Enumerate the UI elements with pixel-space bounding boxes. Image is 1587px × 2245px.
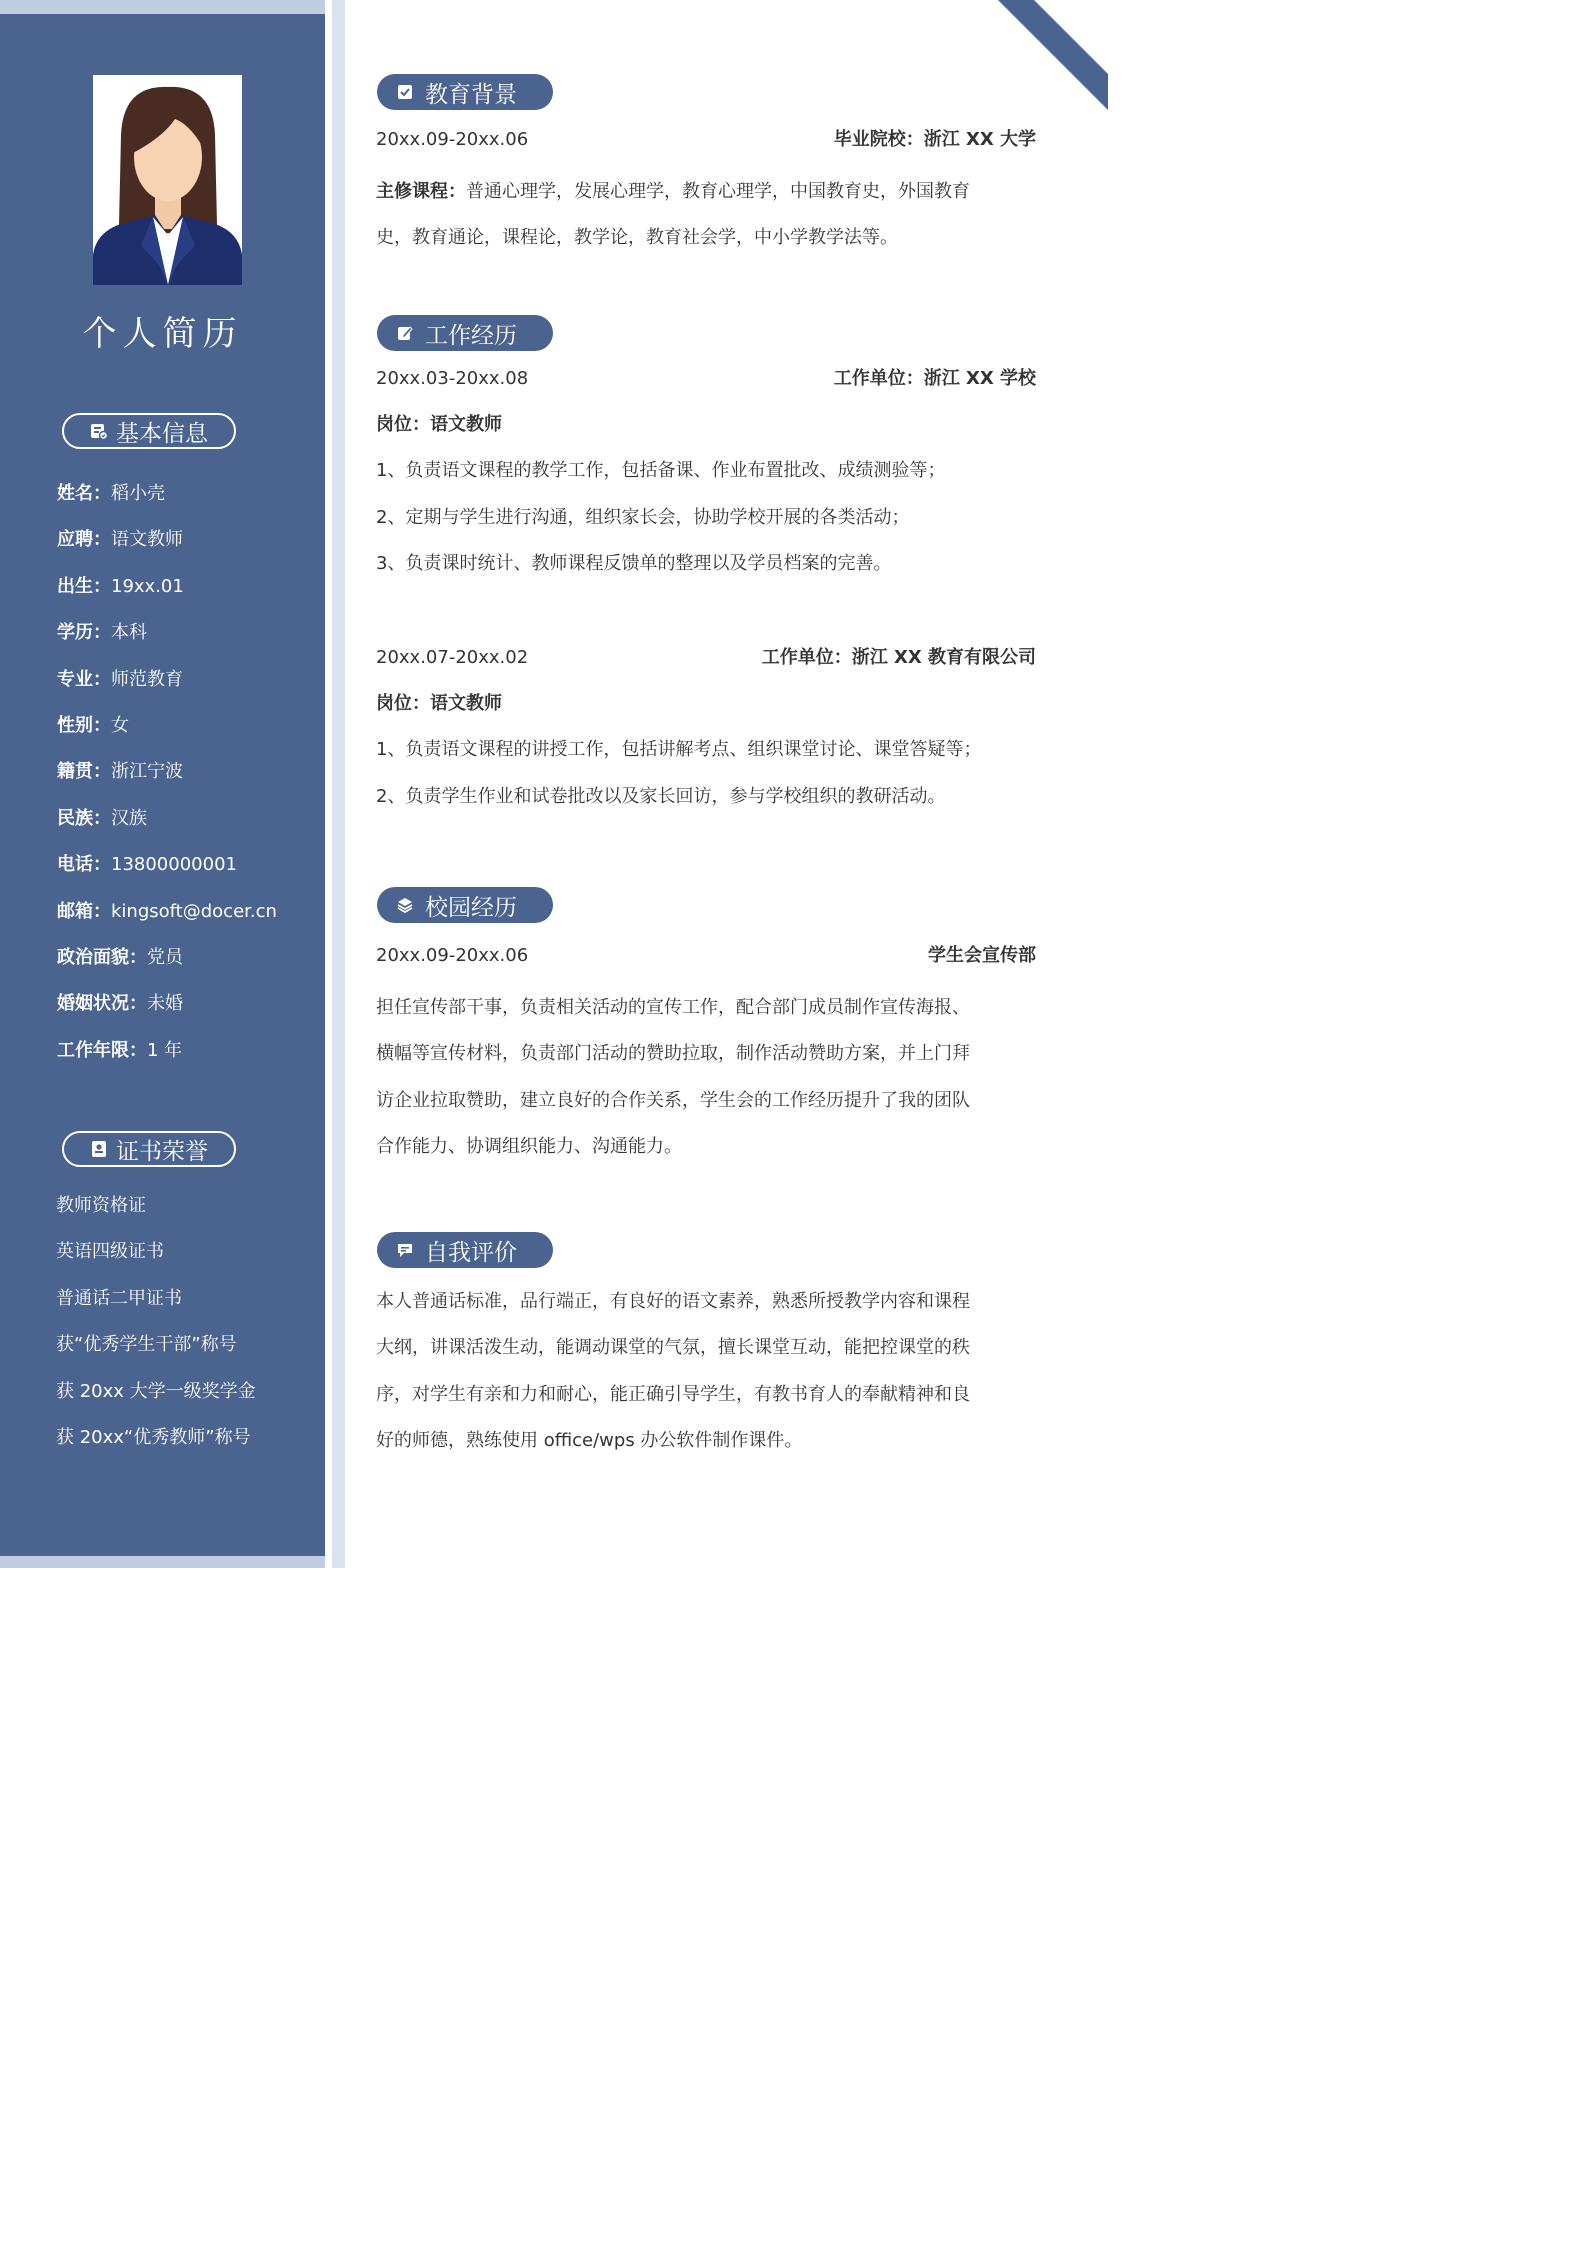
sidebar-bottom-strip <box>0 1556 325 1568</box>
certificate-item: 英语四级证书 <box>56 1241 164 1263</box>
info-item-major: 专业：师范教育 <box>57 668 183 690</box>
job-row <box>376 364 1036 394</box>
info-item-name: 姓名：稻小壳 <box>57 483 165 504</box>
education-heading <box>377 74 553 110</box>
job-duty: 2、负责学生作业和试卷批改以及家长回访，参与学校组织的教研活动。 <box>376 785 946 807</box>
job-date: 20xx.03-20xx.08 <box>376 368 529 389</box>
certificate-item: 普通话二甲证书 <box>56 1287 182 1309</box>
education-school: 毕业院校：浙江 XX 大学 <box>833 129 1036 150</box>
campus-line: 访企业拉取赞助，建立良好的合作关系，学生会的工作经历提升了我的团队 <box>376 1089 970 1111</box>
job-company: 工作单位：浙江 XX 教育有限公司 <box>761 647 1036 668</box>
certificate-icon <box>90 1140 108 1158</box>
certificates-heading-label: 证书荣誉 <box>116 1138 208 1165</box>
sidebar <box>0 0 325 1568</box>
certificates-list <box>56 1190 256 1468</box>
campus-line: 横幅等宣传材料，负责部门活动的赞助拉取，制作活动赞助方案，并上门拜 <box>376 1043 970 1065</box>
divider-bar <box>332 0 345 1568</box>
basic-info-heading <box>62 413 236 449</box>
job-details <box>376 402 1036 588</box>
job-duty: 1、负责语文课程的讲授工作，包括讲解考点、组织课堂讨论、课堂答疑等； <box>376 739 982 761</box>
job-duty: 1、负责语文课程的教学工作，包括备课、作业布置批改、成绩测验等； <box>376 460 946 482</box>
job-duty: 2、定期与学生进行沟通，组织家长会，协助学校开展的各类活动； <box>376 506 910 528</box>
job-details <box>376 681 1036 820</box>
sidebar-top-strip <box>0 0 325 14</box>
info-item-marital: 婚姻状况：未婚 <box>57 993 183 1015</box>
self-eval-heading <box>377 1232 553 1268</box>
self-eval-line: 序，对学生有亲和力和耐心，能正确引导学生，有教书育人的奉献精神和良 <box>376 1383 970 1405</box>
work-heading <box>377 315 553 351</box>
certificate-item: 获“优秀学生干部”称号 <box>56 1334 237 1356</box>
info-item-hometown: 籍贯：浙江宁波 <box>57 761 183 783</box>
info-item-position: 应聘：语文教师 <box>57 529 183 551</box>
info-item-years: 工作年限：1 年 <box>57 1039 183 1061</box>
job-duty: 3、负责课时统计、教师课程反馈单的整理以及学员档案的完善。 <box>376 553 892 575</box>
info-item-political: 政治面貌：党员 <box>57 946 183 968</box>
info-item-phone: 电话：13800000001 <box>57 854 237 876</box>
job-position: 岗位：语文教师 <box>376 414 502 435</box>
education-row <box>376 125 1036 155</box>
courses-label: 主修课程： <box>376 181 466 202</box>
job-position: 岗位：语文教师 <box>376 693 502 714</box>
certificates-heading <box>62 1131 236 1167</box>
profile-photo <box>93 75 242 285</box>
info-item-gender: 性别：女 <box>57 714 129 736</box>
job-row <box>376 643 1036 673</box>
campus-org: 学生会宣传部 <box>928 945 1036 966</box>
self-eval-heading-label: 自我评价 <box>425 1239 517 1266</box>
basic-info-heading-label: 基本信息 <box>116 420 208 447</box>
campus-heading <box>377 887 553 923</box>
campus-line: 合作能力、协调组织能力、沟通能力。 <box>376 1136 682 1158</box>
layers-icon <box>397 897 413 913</box>
certificate-item: 获 20xx“优秀教师”称号 <box>56 1426 251 1448</box>
job-date: 20xx.07-20xx.02 <box>376 647 529 668</box>
job-company: 工作单位：浙江 XX 学校 <box>833 368 1036 389</box>
info-item-degree: 学历：本科 <box>57 622 147 644</box>
courses-line: 史，教育通论，课程论，教学论，教育社会学，中小学教学法等。 <box>376 227 898 249</box>
checklist-icon <box>397 84 413 100</box>
campus-heading-label: 校园经历 <box>425 894 517 921</box>
info-item-ethnicity: 民族：汉族 <box>57 807 147 829</box>
corner-decoration <box>998 0 1108 110</box>
education-date: 20xx.09-20xx.06 <box>376 129 529 150</box>
info-item-birth: 出生：19xx.01 <box>57 575 184 597</box>
campus-line: 担任宣传部干事，负责相关活动的宣传工作，配合部门成员制作宣传海报、 <box>376 997 970 1018</box>
certificate-item: 教师资格证 <box>56 1195 146 1216</box>
self-eval-line: 大纲，讲课活泼生动，能调动课堂的气氛，擅长课堂互动，能把控课堂的秩 <box>376 1337 970 1359</box>
basic-info-list <box>57 478 277 1081</box>
avatar-illustration <box>93 75 242 285</box>
self-eval-line: 好的师德，熟练使用 office/wps 办公软件制作课件。 <box>376 1430 803 1452</box>
courses-line: 主修课程：普通心理学，发展心理学，教育心理学，中国教育史，外国教育 <box>376 181 970 202</box>
work-heading-label: 工作经历 <box>425 322 517 349</box>
campus-date: 20xx.09-20xx.06 <box>376 945 529 966</box>
document-title: 个人简历 <box>82 314 243 354</box>
campus-description <box>376 985 1036 1171</box>
certificate-item: 获 20xx 大学一级奖学金 <box>56 1380 256 1402</box>
comment-icon <box>397 1242 413 1258</box>
edit-icon <box>397 325 413 341</box>
info-item-email: 邮箱：kingsoft@docer.cn <box>57 900 277 922</box>
self-eval-line: 本人普通话标准，品行端正，有良好的语文素养，熟悉所授教学内容和课程 <box>376 1291 970 1312</box>
self-eval-description <box>376 1279 1036 1465</box>
education-courses <box>376 169 1036 262</box>
id-card-icon <box>90 422 108 440</box>
education-heading-label: 教育背景 <box>425 81 517 108</box>
campus-row <box>376 941 1036 971</box>
